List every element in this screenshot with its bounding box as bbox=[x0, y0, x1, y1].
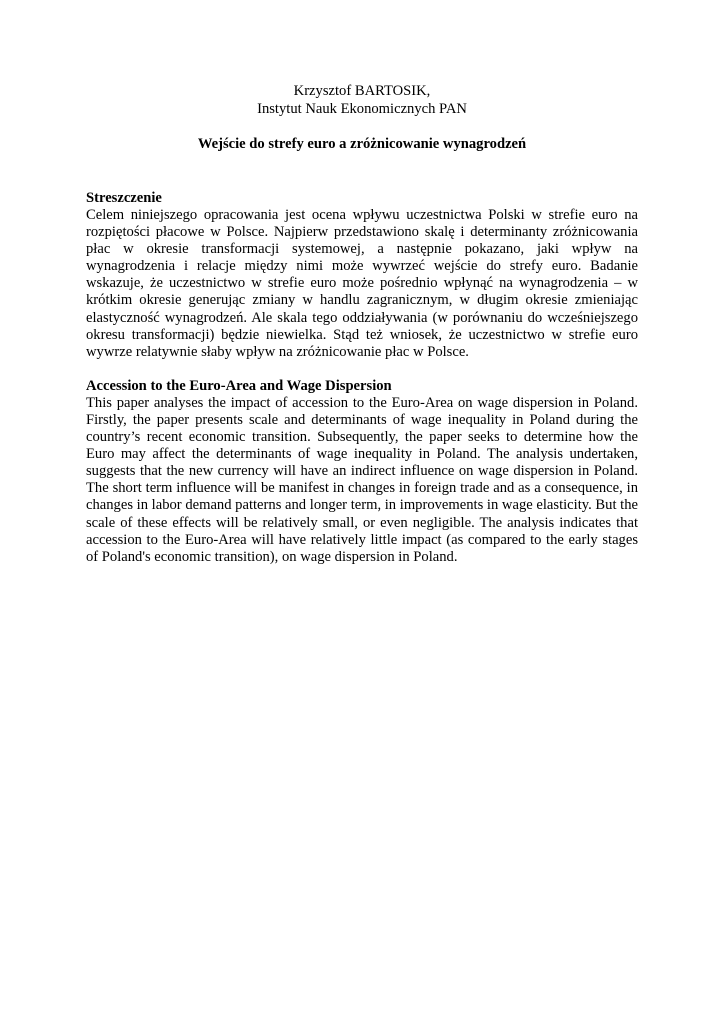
paper-title: Wejście do strefy euro a zróżnicowanie wynagrodzeń bbox=[197, 136, 527, 152]
abstract-polish-heading: Streszczenie bbox=[86, 190, 162, 206]
author-affiliation: Instytut Nauk Ekonomicznych PAN bbox=[257, 101, 467, 117]
abstract-english bbox=[86, 378, 638, 566]
abstract-english-heading: Accession to the Euro-Area and Wage Dispersion bbox=[86, 377, 392, 394]
author-name: Krzysztof BARTOSIK, bbox=[293, 83, 431, 99]
author-block bbox=[86, 82, 638, 118]
abstract-english-text: This paper analyses the impact of accession to the Euro-Area on wage dispersion in Poland. Firstly, the paper presents scale and determinants of wage inequality in Poland during the country’s recent economic transition. Subsequently, the paper seeks to determine how the Euro may affect the determinants of wage inequality in Poland. The analysis undertaken, suggests that the new currency will have an indirect influence on wage dispersion in Poland. The short term influence will be manifest in changes in foreign trade and as a consequence, in changes in labor demand patterns and longer term, in improvements in wage elasticity. But the scale of these effects will be relatively small, or even negligible. The analysis indicates that accession to the Euro-Area will have relatively little impact (as compared to the early stages of Poland's economic transition), on wage dispersion in Poland. bbox=[86, 394, 638, 565]
abstract-polish-text: Celem niniejszego opracowania jest ocena wpływu uczestnictwa Polski w strefie euro na rozpiętości płacowe w Polsce. Najpierw przedstawiono skalę i determinanty zróżnicowania płac w okresie transformacji systemowej, a następnie pokazano, jaki wpływ na wynagrodzenia i relacje między nimi może wywrzeć wejście do strefy euro. Badanie wskazuje, że uczestnictwo w strefie euro może pośrednio wpłynąć na wynagrodzenia – w krótkim okresie generując zmiany w handlu zagranicznym, w długim okresie zmieniając elastyczność wynagrodzeń. Ale skala tego oddziaływania (w porównaniu do wcześniejszego okresu transformacji) będzie niewielka. Stąd też wniosek, że uczestnictwo w strefie euro wywrze relatywnie słaby wpływ na zróżnicowanie płac w Polsce. bbox=[86, 207, 638, 360]
abstract-polish bbox=[86, 190, 638, 361]
